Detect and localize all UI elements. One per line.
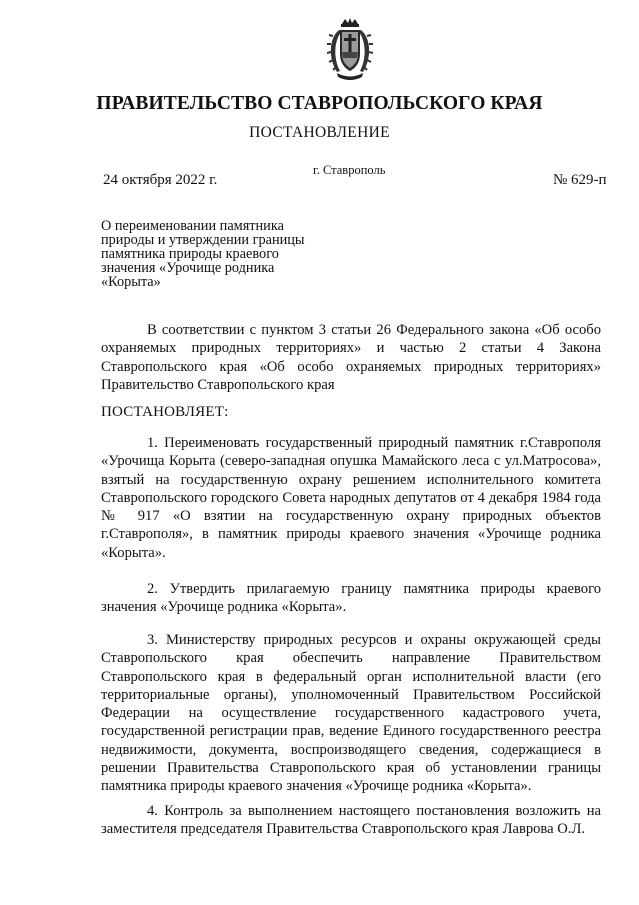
document-type: ПОСТАНОВЛЕНИЕ <box>249 124 390 141</box>
document-number: № 629-п <box>553 172 607 188</box>
stavropol-coat-of-arms-icon <box>327 18 373 82</box>
decree-item-1: 1. Переименовать государственный природный памятник г.Ставрополя «Урочища Корыта (северо-западная опушка Мамайского леса с ул.Матросова», взятый на государственную охрану решением исполнительного комитета Ставропольского городского Совета народных депутатов от 4 декабря 1984 года № 917 «О взятии на государственную охрану природных объектов г.Ставрополя», в памятник природы краевого значения «Урочище родника «Корыта». <box>101 435 601 561</box>
government-title: ПРАВИТЕЛЬСТВО СТАВРОПОЛЬСКОГО КРАЯ <box>96 93 543 114</box>
preamble-paragraph: В соответствии с пунктом 3 статьи 26 Федерального закона «Об особо охраняемых природных территориях» и частью 2 статьи 4 Закона Ставропольского края «Об особо охраняемых природных территориях» Правительство Ставропольского края <box>101 322 601 393</box>
issue-city: г. Ставрополь <box>313 163 386 177</box>
decree-item-3: 3. Министерству природных ресурсов и охраны окружающей среды Ставропольского края обеспечить направление Правительством Ставропольского края в федеральный орган исполнительной власти (его территориальные органы), уполномоченный Правительством Российской Федерации на осуществление государственного кадастрового учета, государственной регистрации прав, ведение Единого государственного реестра недвижимости, документа, воспроизводящего сведения, содержащиеся в решении Правительства Ставропольского края об установлении границы памятника природы краевого значения «Урочище родника «Корыта». <box>101 632 601 795</box>
issue-date: 24 октября 2022 г. <box>103 172 218 188</box>
document-subject: О переименовании памятника природы и утверждении границы памятника природы краевого значения «Урочище родника «Корыта» <box>101 218 305 290</box>
decree-item-4: 4. Контроль за выполнением настоящего постановления возложить на заместителя председателя Правительства Ставропольского края Лаврова О.Л. <box>101 803 601 838</box>
decree-item-2: 2. Утвердить прилагаемую границу памятника природы краевого значения «Урочище родника «Корыта». <box>101 581 601 616</box>
decree-heading: ПОСТАНОВЛЯЕТ: <box>101 404 229 420</box>
